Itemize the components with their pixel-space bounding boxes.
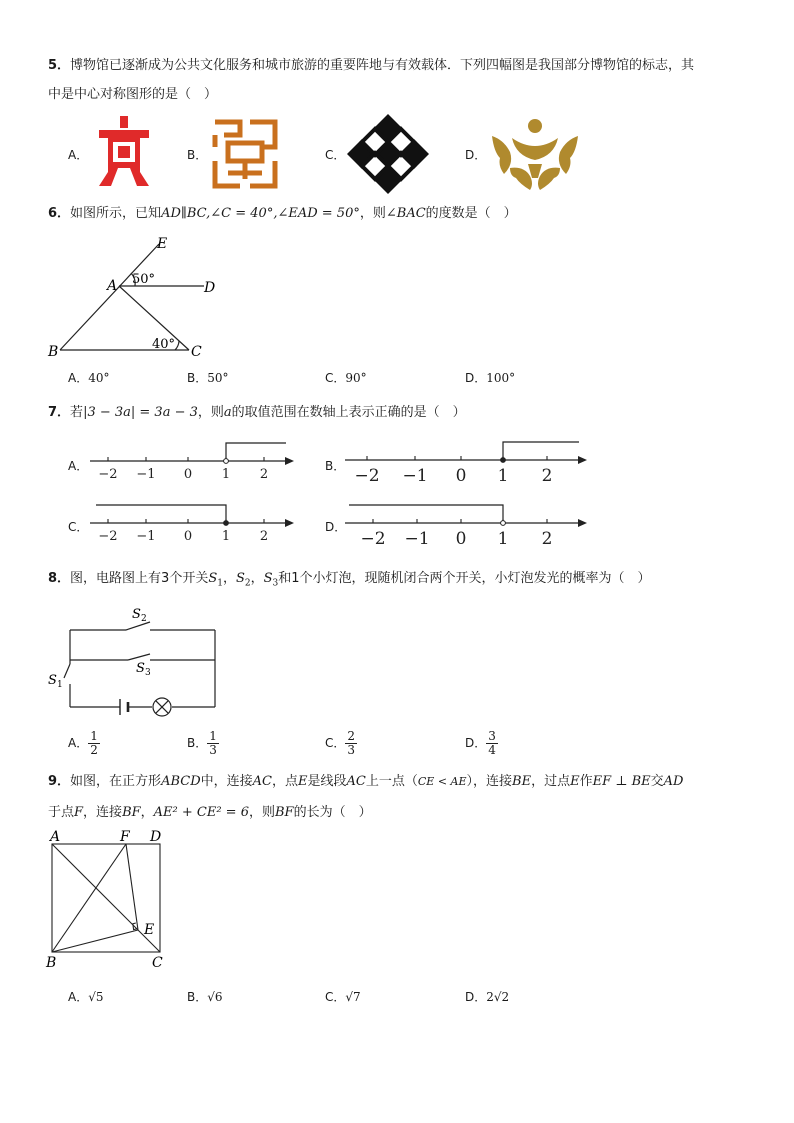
q7-numberline-a-arrow (285, 457, 294, 465)
q5-option-d-label[interactable]: D． (465, 148, 487, 162)
q6-option-b-value: 50° (207, 371, 229, 385)
q7-numberline-d-tick-label-0: −2 (360, 529, 386, 549)
q9-perp: EF ⊥ BE (592, 774, 651, 789)
q8-s2-sub: 2 (244, 578, 251, 589)
q6-label-b: B (48, 344, 59, 360)
q5-option-d-logo[interactable] (490, 118, 580, 190)
q9-label-b: B (46, 955, 57, 971)
q8-option-b-den: 3 (209, 743, 217, 757)
q7-numberline-b-solution-ray (503, 442, 579, 460)
q7-number: 7． (48, 405, 71, 420)
q9-t6: ），连接 (466, 774, 513, 789)
q8-text-pre: 图，电路图上有3个开关 (70, 571, 209, 586)
q7-numberline-a-tick-label-2: 0 (183, 467, 193, 482)
q5-option-b-logo[interactable] (212, 119, 278, 189)
q5-number: 5． (48, 58, 71, 73)
q9-bf: BF (122, 805, 141, 820)
q8-option-a[interactable] (68, 730, 100, 757)
q7-numberline-d-arrow (578, 519, 587, 527)
q9-label-f: F (120, 829, 130, 845)
q7-option-b-label[interactable]: B． (325, 459, 346, 473)
q9-t7: ，过点 (531, 774, 571, 789)
q8-option-b-fraction (207, 730, 219, 757)
q8-sep2: ， (250, 571, 264, 586)
q8-option-c[interactable] (325, 730, 357, 757)
q9-t14: 的长为（ ） (293, 805, 372, 820)
q7-numberline-b-tick-label-3: 1 (497, 466, 509, 486)
q9-option-a-letter: A． (68, 990, 89, 1004)
q7-numberline-d-tick-label-3: 1 (497, 529, 509, 549)
q6-text-pre: 如图所示，已知 (70, 206, 162, 221)
q9-label-d: D (150, 829, 162, 845)
q7-numberline-b-tick-label-4: 2 (541, 466, 553, 486)
q6-option-c-letter: C． (325, 371, 346, 385)
q7-stem (48, 404, 466, 422)
q8-s3-sub: 3 (272, 578, 279, 589)
q7-numberline-c-solution-ray (96, 505, 226, 523)
q6-option-c[interactable] (325, 369, 367, 386)
q7-numberline-b-tick-label-2: 0 (455, 466, 467, 486)
q8-option-a-fraction (88, 730, 100, 757)
q9-condition: CE < AE (417, 775, 467, 788)
q9-option-a-value: √5 (88, 990, 104, 1004)
q5-option-a-label[interactable]: A． (68, 148, 89, 162)
q8-option-d-den: 4 (488, 743, 496, 757)
q8-option-a-num: 1 (90, 729, 98, 743)
q9-option-c-letter: C． (325, 990, 346, 1004)
q9-option-d-value: 2√2 (486, 990, 510, 1004)
q8-stem (48, 570, 651, 593)
q7-numberline-a-tick-label-3: 1 (221, 467, 231, 482)
q6-text-mid: ，则 (359, 206, 386, 221)
q6-label-c: C (191, 344, 202, 360)
q9-label-c: C (152, 955, 163, 971)
q8-option-a-letter: A． (68, 736, 89, 750)
q9-t1: 如图，在正方形 (70, 774, 162, 789)
q7-numberline-a-tick-label-4: 2 (259, 467, 269, 482)
q8-switch-s3 (128, 654, 150, 660)
q7-numberline-d-solution-ray (349, 505, 503, 523)
q7-text-pre: 若 (70, 405, 84, 420)
q5-line2 (48, 86, 217, 104)
q9-be: BE (512, 774, 532, 789)
q6-label-e: E (157, 236, 168, 252)
q6-option-a-value: 40° (88, 371, 110, 385)
q6-text-post: 的度数是（ ） (425, 206, 517, 221)
q8-label-s3: S (136, 661, 145, 676)
q7-numberline-c-tick-label-2: 0 (183, 529, 193, 544)
q7-option-a-label[interactable]: A． (68, 459, 89, 473)
q9-t4: 是线段 (307, 774, 347, 789)
q7-numberline-a-tick-label-0: −2 (98, 467, 118, 482)
q6-number: 6． (48, 206, 71, 221)
q9-option-d-letter: D． (465, 990, 487, 1004)
q7-numberline-b[interactable] (343, 433, 588, 489)
q7-numberline-c-tick-label-1: −1 (136, 529, 156, 544)
q7-option-d-label[interactable]: D． (325, 520, 347, 534)
q6-ask: ∠BAC (385, 206, 426, 221)
q6-option-d-value: 100° (486, 371, 516, 385)
q7-numberline-d-open-point (501, 521, 506, 526)
q9-e: E (298, 774, 308, 789)
q9-ac: AC (252, 774, 272, 789)
q8-option-d-num: 3 (488, 729, 496, 743)
q8-switch-s1 (64, 664, 70, 678)
q9-equation: AE² + CE² = 6 (153, 805, 249, 820)
q8-option-d-letter: D． (465, 736, 487, 750)
q9-number: 9． (48, 774, 71, 789)
q6-option-b-letter: B． (187, 371, 208, 385)
q6-label-d: D (204, 280, 216, 296)
q8-number: 8． (48, 571, 71, 586)
q9-option-b-value: √6 (207, 990, 223, 1004)
q9-label-a: A (50, 829, 61, 845)
q8-option-b-letter: B． (187, 736, 208, 750)
q8-label-s2-sub: 2 (141, 614, 147, 624)
q5-option-a-logo[interactable] (93, 116, 155, 188)
q9-square: ABCD (161, 774, 201, 789)
q7-numberline-c-tick-label-4: 2 (259, 529, 269, 544)
q9-option-d[interactable] (465, 988, 509, 1005)
q9-option-b[interactable] (187, 988, 223, 1005)
q7-numberline-c[interactable] (88, 498, 298, 548)
q6-angle-label-50: 50° (132, 272, 156, 287)
q9-label-e: E (144, 922, 155, 938)
q8-option-c-fraction (345, 730, 357, 757)
q5-option-c-logo[interactable] (347, 114, 429, 194)
q5-option-c-label[interactable]: C． (325, 148, 346, 162)
q9-t11: ，连接 (83, 805, 123, 820)
q7-numberline-a-open-point (224, 459, 229, 464)
q6-line-be (60, 244, 159, 350)
q7-numberline-b-tick-label-0: −2 (354, 466, 380, 486)
q9-ac2: AC (346, 774, 366, 789)
q9-t12: ， (140, 805, 154, 820)
q7-numberline-b-arrow (578, 456, 587, 464)
q8-option-d-fraction (486, 730, 498, 757)
q9-option-b-letter: B． (187, 990, 208, 1004)
q7-numberline-c-arrow (285, 519, 294, 527)
q6-option-b[interactable] (187, 369, 229, 386)
q6-angle-arc-c (175, 341, 179, 350)
q7-numberline-d[interactable] (343, 495, 588, 551)
q8-option-c-num: 2 (347, 729, 356, 743)
q9-ad: AD (663, 774, 684, 789)
q8-label-s2: S (132, 607, 141, 622)
q6-option-d[interactable] (465, 369, 515, 386)
q5-line1 (48, 57, 694, 75)
q8-s1: S (208, 571, 218, 586)
q9-option-a[interactable] (68, 988, 104, 1005)
q9-f: F (74, 805, 84, 820)
q9-t2: 中，连接 (200, 774, 253, 789)
q9-t9: 交 (650, 774, 664, 789)
q8-option-c-letter: C． (325, 736, 346, 750)
q5-text-2: 中是中心对称图形的是（ ） (48, 87, 218, 102)
q7-text-post: 的取值范围在数轴上表示正确的是（ ） (231, 405, 466, 420)
q8-option-d[interactable] (465, 730, 498, 757)
q8-option-c-den: 3 (347, 743, 356, 757)
q7-numberline-a-tick-label-1: −1 (136, 467, 156, 482)
q6-option-d-letter: D． (465, 371, 487, 385)
q9-figure (42, 826, 172, 971)
q9-option-c-value: √7 (345, 990, 361, 1004)
q7-variable: a (223, 405, 232, 420)
q8-option-b-num: 1 (209, 729, 217, 743)
q7-option-c-label[interactable]: C． (68, 520, 89, 534)
q6-angle-label-40: 40° (152, 337, 176, 352)
q8-label-s1-sub: 1 (57, 680, 63, 690)
q7-numberline-c-closed-point (224, 521, 229, 526)
q8-sep1: ， (222, 571, 236, 586)
q7-numberline-b-tick-label-1: −1 (402, 466, 428, 486)
q9-segment-ef (126, 844, 138, 930)
q9-line1 (48, 773, 683, 791)
q7-numberline-c-tick-label-3: 1 (221, 529, 231, 544)
q8-text-post: 和1个小灯泡，现随机闭合两个开关，小灯泡发光的概率为（ ） (278, 571, 651, 586)
q7-numberline-d-tick-label-1: −1 (404, 529, 430, 549)
q6-option-a-letter: A． (68, 371, 89, 385)
q8-option-a-den: 2 (90, 743, 98, 757)
q8-circuit (44, 600, 224, 722)
q9-t3: ，点 (271, 774, 298, 789)
q7-numberline-a-solution-ray (226, 443, 286, 461)
q6-option-c-value: 90° (345, 371, 367, 385)
q7-text-mid: ，则 (197, 405, 224, 420)
q6-label-a: A (107, 278, 118, 294)
q9-line2 (48, 804, 372, 822)
q6-option-a[interactable] (68, 369, 110, 386)
q9-t13: ，则 (248, 805, 275, 820)
q7-numberline-b-closed-point (501, 458, 506, 463)
q9-e2: E (570, 774, 580, 789)
q8-s3: S (263, 571, 273, 586)
q9-option-c[interactable] (325, 988, 361, 1005)
q6-figure (44, 236, 224, 361)
q9-t5: 上一点（ (365, 774, 418, 789)
q8-s2: S (235, 571, 245, 586)
q6-condition: AD∥BC,∠C = 40°,∠EAD = 50° (161, 206, 360, 221)
q8-s1-sub: 1 (217, 578, 223, 589)
q8-label-s1: S (48, 673, 57, 688)
q7-numberline-a[interactable] (88, 436, 298, 486)
q7-expression: |3 − 3a| = 3a − 3 (83, 405, 198, 420)
q9-t8: 作 (579, 774, 593, 789)
q9-bf2: BF (275, 805, 294, 820)
q6-stem (48, 205, 517, 223)
q5-text-1: 博物馆已逐渐成为公共文化服务和城市旅游的重要阵地与有效载体．下列四幅图是我国部分博物馆的标志，其 (70, 58, 695, 73)
q7-numberline-c-tick-label-0: −2 (98, 529, 118, 544)
q9-t10: 于点 (48, 805, 75, 820)
q5-option-b-label[interactable]: B． (187, 148, 208, 162)
q8-option-b[interactable] (187, 730, 219, 757)
q8-label-s3-sub: 3 (145, 668, 151, 678)
q7-numberline-d-tick-label-4: 2 (541, 529, 553, 549)
q7-numberline-d-tick-label-2: 0 (455, 529, 467, 549)
